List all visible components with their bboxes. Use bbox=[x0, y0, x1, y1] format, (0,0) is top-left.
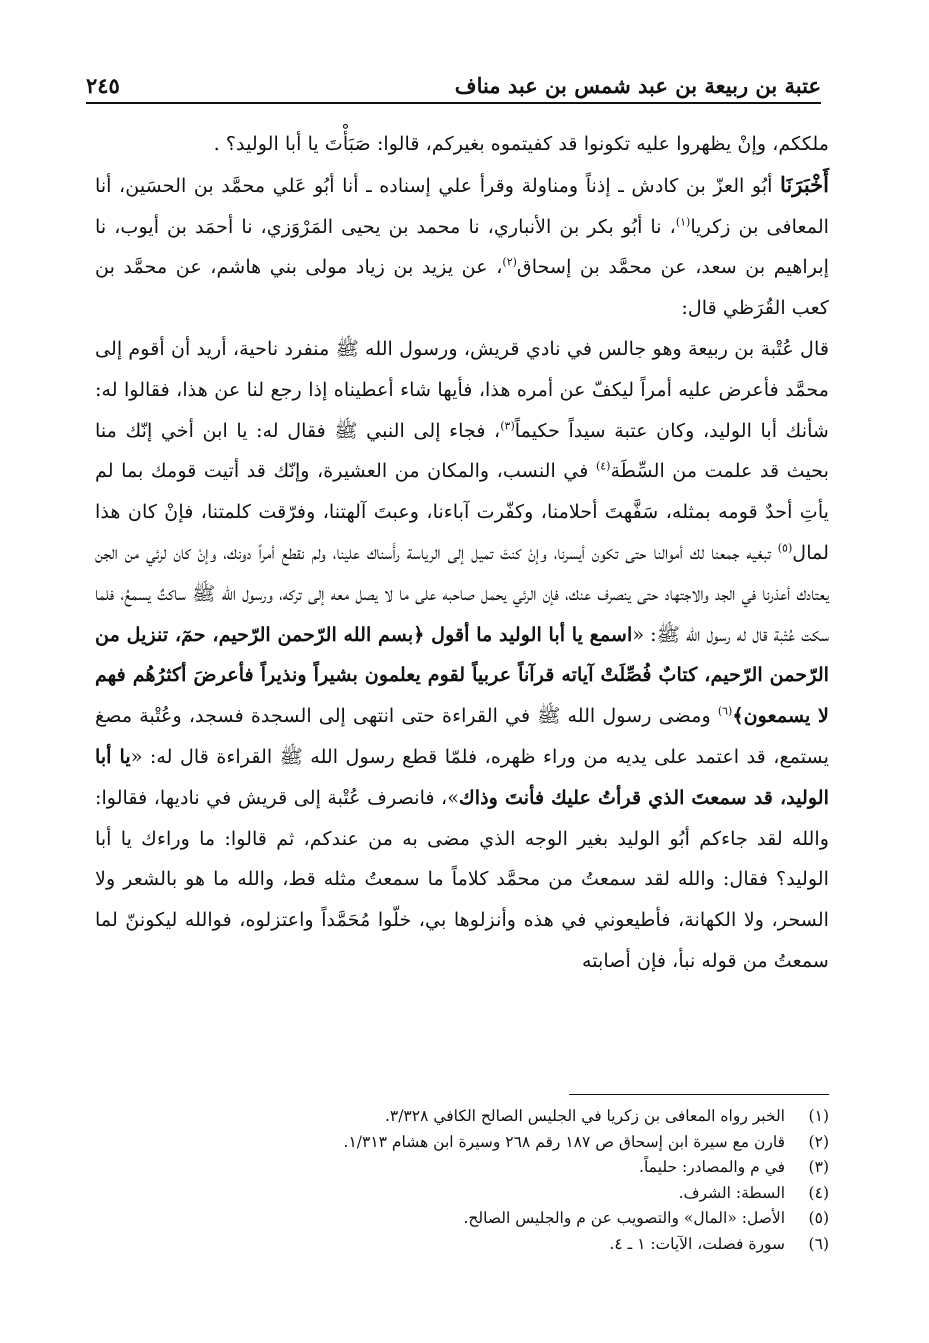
narrative-c: في النسب، والمكان من العشيرة، وإنّك قد أتيت قومك بما لم يأتِ أحدٌ قومه بمثله، سَفَّهتَ أحلامنا، وكفّرت آباءنا، وعبتَ آلهتنا، وفرّقت كلمتنا، فإنْ كان هذا لمال bbox=[95, 459, 829, 564]
footnotes bbox=[95, 1104, 829, 1257]
footnote-ref-4[interactable]: (٤) bbox=[595, 459, 611, 473]
prophet-quote-2: يا أبا الوليد، قد سمعتَ الذي قرأتُ عليك فأنتَ وذاك bbox=[95, 744, 829, 809]
narrative-f: »، فانصرف عُتْبة إلى قريش في ناديها، فقالوا: والله لقد جاءكم أبُو الوليد بغير الوجه الذي مضى به من عندكم، ثم قالوا: ما وراءك يا أبا الوليد؟ فقال: والله لقد سمعتُ من محمَّد كلاماً ما سمعتُ مثله قط، والله ما هو بالشعر ولا السحر، ولا الكهانة، فأطيعوني في هذه وأنزلوها بي، خلّوا مُحَمَّداً واعتزلوه، فوالله ليكوننّ لما سمعتُ من قوله نبأ، فإن أصابته bbox=[95, 785, 829, 972]
narrative-a: قال عُتْبة بن ربيعة وهو جالس في نادي قريش، ورسول الله ﷺ منفرد ناحية، أريد أن أقوم إلى محمَّد فأعرض عليه أمراً ليكفّ عن أمره هذا، فأيها شاء أعطيناه إذا رجع لنا عن هذا، فقالوا له: شأنك أبا الوليد، وكان عتبة سيداً حكيماً bbox=[95, 336, 829, 442]
page-header bbox=[86, 58, 821, 104]
footnote-text: الخبر رواه المعافى بن زكريا في الجليس الصالح الكافي ٣/٣٢٨. bbox=[384, 1107, 785, 1125]
footnote-text: في م والمصادر: حليماً. bbox=[639, 1158, 785, 1176]
narrative-e: ومضى رسول الله ﷺ في القراءة حتى انتهى إلى السجدة فسجد، وعُتْبة مصغ يستمع، قد اعتمد على يديه من وراء ظهره، فلمّا قطع رسول الله ﷺ القراءة قال له: « bbox=[95, 704, 829, 768]
footnote-item bbox=[95, 1130, 829, 1156]
paragraph-2 bbox=[95, 165, 829, 329]
chain-text-c: ، عن يزيد بن زياد مولى بني هاشم، عن محمَّد بن كعب القُرَظي قال: bbox=[95, 255, 829, 320]
footnote-number: (١) bbox=[808, 1107, 829, 1125]
chain-text-b: ، نا أبُو بكر بن الأنباري، نا محمد بن يحيى المَرْوَزي، نا أحمَد بن أيوب، نا إبراهيم بن سعد، عن محمَّد بن إسحاق bbox=[95, 214, 829, 279]
footnote-item bbox=[95, 1232, 829, 1258]
footnote-ref-2[interactable]: (٢) bbox=[502, 256, 517, 269]
footnote-text: الأصل: «المال» والتصويب عن م والجليس الصالح. bbox=[463, 1209, 785, 1227]
footnote-text: السطة: الشرف. bbox=[678, 1183, 785, 1202]
footnote-item bbox=[95, 1181, 829, 1207]
paragraph-1 bbox=[95, 124, 829, 165]
footnote-text: قارن مع سيرة ابن إسحاق ص ١٨٧ رقم ٢٦٨ وسيرة ابن هشام ١/٣١٣. bbox=[343, 1132, 785, 1151]
footnote-ref-3[interactable]: (٣) bbox=[500, 419, 515, 433]
footnote-number: (٢) bbox=[808, 1132, 829, 1151]
footnote-ref-5[interactable]: (٥) bbox=[777, 541, 793, 555]
footnote-ref-6[interactable]: (٦) bbox=[717, 704, 733, 718]
main-text bbox=[95, 124, 829, 982]
paragraph-1-text: ملككم، وإنْ يظهروا عليه تكونوا قد كفيتموه بغيركم، قالوا: صَبَأْتَ يا أبا الوليد؟ . bbox=[213, 132, 829, 155]
narrative-b: ، فجاء إلى النبي ﷺ فقال له: يا ابن أخي إنّك منا بحيث قد علمت من السِّطَة bbox=[95, 418, 829, 483]
footnote-number: (٥) bbox=[808, 1209, 829, 1227]
footnote-separator bbox=[569, 1094, 829, 1095]
footnote-number: (٦) bbox=[808, 1234, 829, 1253]
prophet-quote-1: اسمع يا أبا الوليد ما أقول ﴿بسم الله الرّحمن الرّحيم، حمٓ، تنزيل من الرّحمن الرّحيم، كتابٌ فُصِّلَتْ آياته قرآناً عربياً لقوم يعلمون بشيراً ونذيراً فأعرضَ أكثرُهُم فهم لا يسمعون﴾ bbox=[95, 622, 829, 728]
footnote-item bbox=[95, 1206, 829, 1232]
footnote-item bbox=[95, 1104, 829, 1130]
footnote-item bbox=[95, 1155, 829, 1181]
narrative-d: تبغيه جمعنا لك أموالنا حتى تكون أيسرنا، وإنْ كنتَ تميل إلى الرياسة رأَسناك علينا، ولم نقطع أمراً دونك، وإنْ كان لرئي من الجن يعتادك أعذرنا في الجد والاجتهاد حتى ينصرف عنك، فإن الرئي يحمل صاحبه على ما لا يصل معه إلى تركه، ورسول الله ﷺ ساكتٌ يسمعُ، فلما سكت عُتْبة قال له رسول الله ﷺ: « bbox=[95, 540, 829, 646]
chain-text-a: أبُو العزّ بن كادش ـ إذناً ومناولة وقرأ علي إسناده ـ أنا أبُو عَلي محمَّد بن الحسَين، أنا المعافى بن زكريا bbox=[95, 173, 829, 238]
footnote-text: سورة فصلت، الآيات: ١ ـ ٤. bbox=[609, 1234, 785, 1253]
chain-lead-word: أَخْبَرَنَا bbox=[780, 171, 829, 197]
paragraph-3 bbox=[95, 329, 829, 982]
footnote-number: (٣) bbox=[808, 1158, 829, 1176]
page-number: ٢٤٥ bbox=[86, 73, 120, 98]
footnote-ref-1[interactable]: (١) bbox=[675, 215, 691, 229]
running-title: عتبة بن ربيعة بن عبد شمس بن عبد مناف bbox=[454, 73, 821, 98]
footnote-number: (٤) bbox=[808, 1183, 829, 1202]
